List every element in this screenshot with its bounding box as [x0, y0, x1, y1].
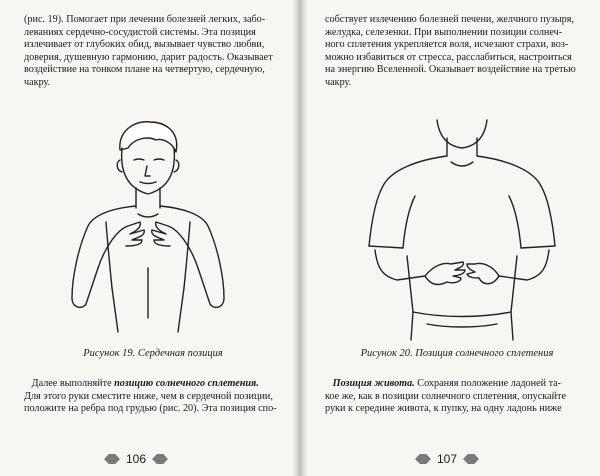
text-line — [325, 378, 589, 391]
ornament-icon — [463, 454, 479, 464]
left-paragraph-1 — [24, 14, 282, 90]
ornament-icon — [152, 454, 168, 464]
right-page-folio — [415, 452, 479, 466]
text-line: чакру. — [325, 76, 352, 88]
text-line: леваниях сердечно-сосудистой системы. Эта позиция — [24, 26, 256, 38]
heart-position-illustration — [58, 118, 238, 338]
text-line: желудка, селезенки. При выполнении позиции солнеч- — [325, 26, 563, 38]
abdomen-position-term: Позиция живота. — [332, 378, 415, 389]
text-line: доверия, душевную гармонию, дарит радость. Оказывает — [24, 51, 273, 63]
text-line: воздействие на тонком плане на четвертую, сердечную, — [24, 64, 265, 76]
text-line — [24, 378, 282, 391]
figure-19-caption: Рисунок 19. Сердечная позиция — [83, 348, 223, 359]
text-span: Сохраняя положение ладоней та- — [414, 378, 562, 389]
solar-plexus-illustration — [367, 116, 557, 342]
solar-plexus-term: позицию солнечного сплетения. — [114, 378, 259, 389]
text-line: можно избавиться от стресса, расслабиться, настроиться — [325, 51, 572, 63]
left-page — [0, 0, 299, 476]
left-page-folio — [104, 452, 168, 466]
book-gutter — [292, 0, 308, 476]
text-line: кое же, как в позиции солнечного сплетения, опускайте — [325, 390, 566, 402]
text-line: излечивает от глубоких обид, вызывает чувство любви, — [24, 39, 265, 51]
page-number: 106 — [126, 452, 147, 466]
text-span: Далее выполняйте — [31, 378, 115, 389]
ornament-icon — [104, 454, 120, 464]
text-line: ного сплетения укрепляется воля, исчезают страхи, воз- — [325, 39, 569, 51]
text-line: (рис. 19). Помогает при лечении болезней легких, забо- — [24, 14, 266, 25]
text-line: руки к середине живота, к пупку, на одну ладонь ниже — [325, 403, 562, 415]
ornament-icon — [415, 454, 431, 464]
page-number: 107 — [437, 452, 458, 466]
right-page — [301, 0, 600, 476]
text-line: положите на ребра под грудью (рис. 20). Эта позиция спо- — [24, 403, 277, 415]
left-paragraph-2 — [24, 378, 282, 416]
text-line: чакру. — [24, 76, 51, 88]
text-line: собствует излечению болезней печени, желчного пузыря, — [325, 14, 574, 25]
text-line: Для этого руки сместите ниже, чем в сердечной позиции, — [24, 390, 273, 402]
text-line: на энергию Вселенной. Оказывает воздействие на третью — [325, 64, 576, 76]
figure-20-caption: Рисунок 20. Позиция солнечного сплетения — [360, 348, 554, 359]
right-paragraph-2 — [325, 378, 589, 416]
right-paragraph-1 — [325, 14, 589, 90]
